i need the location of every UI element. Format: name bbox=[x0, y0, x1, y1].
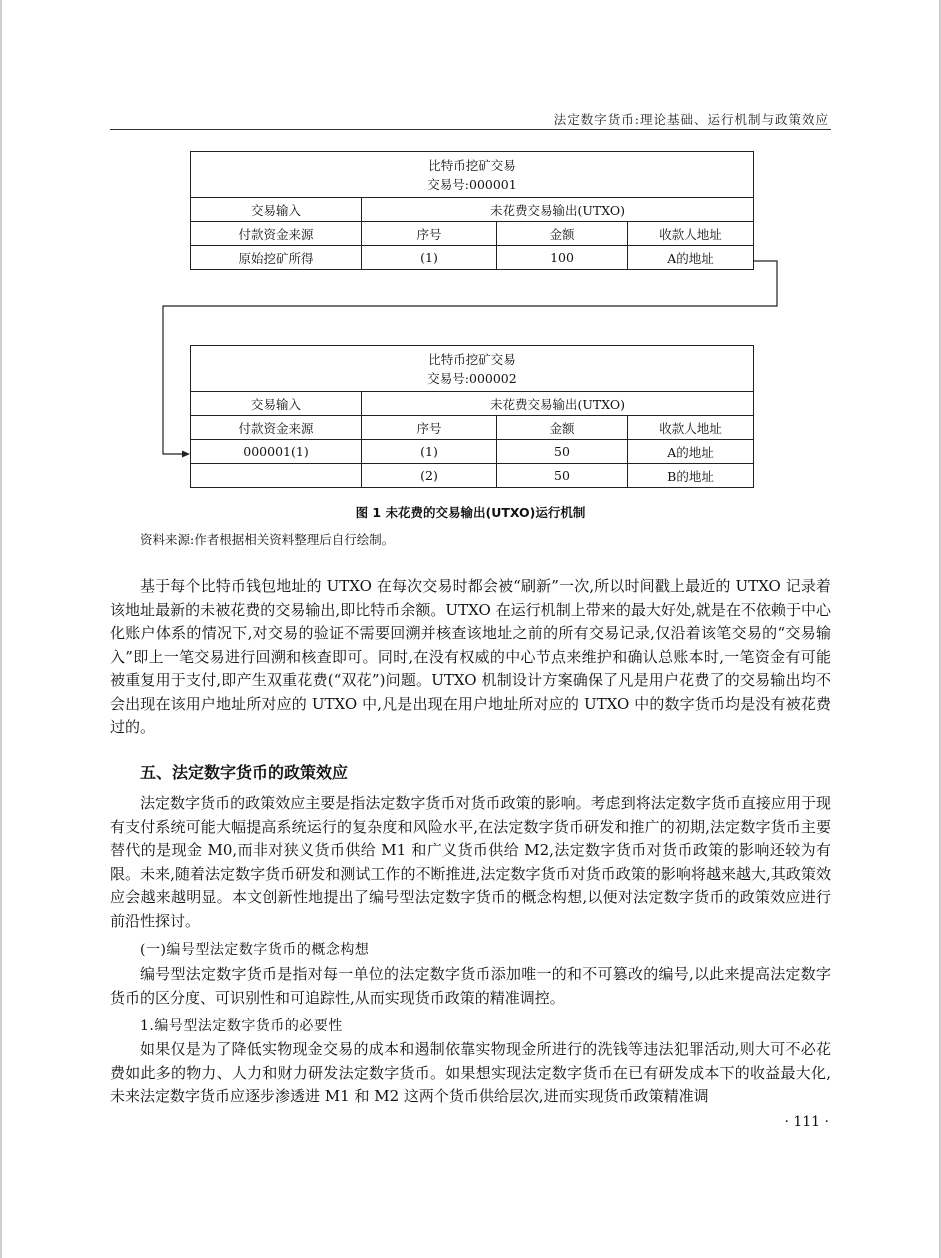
column-header-amount: 金额 bbox=[497, 416, 628, 440]
cell-seq: (2) bbox=[362, 464, 497, 488]
cell-address: B的地址 bbox=[628, 464, 754, 488]
figure-source: 资料来源:作者根据相关资料整理后自行绘制。 bbox=[140, 532, 395, 547]
cell-seq: (1) bbox=[362, 246, 497, 270]
column-header-seq: 序号 bbox=[362, 416, 497, 440]
body-paragraph-3: 编号型法定数字货币是指对每一单位的法定数字货币添加唯一的和不可篡改的编号,以此来提高法定数字货币的区分度、可识别性和可追踪性,从而实现货币政策的精准调控。 bbox=[110, 965, 831, 1007]
output-label: 未花费交易输出(UTXO) bbox=[362, 198, 754, 222]
input-label: 交易输入 bbox=[191, 198, 362, 222]
table-row bbox=[191, 464, 754, 488]
cell-seq: (1) bbox=[362, 440, 497, 464]
page-number: · 111 · bbox=[784, 1114, 829, 1130]
cell-amount: 100 bbox=[497, 246, 628, 270]
cell-amount: 50 bbox=[497, 440, 628, 464]
column-header-amount: 金额 bbox=[497, 222, 628, 246]
output-label: 未花费交易输出(UTXO) bbox=[362, 392, 754, 416]
input-label: 交易输入 bbox=[191, 392, 362, 416]
running-header: 法定数字货币:理论基础、运行机制与政策效应 bbox=[553, 112, 829, 127]
subheading-1: (一)编号型法定数字货币的概念构想 bbox=[140, 942, 370, 958]
cell-address: A的地址 bbox=[628, 246, 754, 270]
transaction-number: 交易号:000002 bbox=[427, 370, 517, 386]
table-row bbox=[191, 440, 754, 464]
transaction-number: 交易号:000001 bbox=[427, 176, 517, 192]
column-header-source: 付款资金来源 bbox=[191, 416, 362, 440]
transaction-title-cell bbox=[191, 346, 754, 392]
column-header-address: 收款人地址 bbox=[628, 416, 754, 440]
cell-address: A的地址 bbox=[628, 440, 754, 464]
section-heading: 五、法定数字货币的政策效应 bbox=[140, 763, 349, 782]
cell-amount: 50 bbox=[497, 464, 628, 488]
transaction-title: 比特币挖矿交易 bbox=[428, 351, 516, 367]
cell-source: 原始挖矿所得 bbox=[191, 246, 362, 270]
body-paragraph-4: 如果仅是为了降低实物现金交易的成本和遏制依靠实物现金所进行的洗钱等违法犯罪活动,则大可不必花费如此多的物力、人力和财力研发法定数字货币。如果想实现法定数字货币在已有研发成本下的收益最大化,未来法定数字货币应逐步渗透进 M1 和 M2 这两个货币供给层次,进而实现货币政策精准调 bbox=[110, 1040, 831, 1105]
body-paragraph-2: 法定数字货币的政策效应主要是指法定数字货币对货币政策的影响。考虑到将法定数字货币直接应用于现有支付系统可能大幅提高系统运行的复杂度和风险水平,在法定数字货币研发和推广的初期,法定数字货币主要替代的是现金 M0,而非对狭义货币供给 M1 和广义货币供给 M2,法定数字货币对货币政策的影响还较为有限。未来,随着法定数字货币研发和测试工作的不断推进,法定数字货币对货币政策的影响将越来越大,其政策效应会越来越明显。本文创新性地提出了编号型法定数字货币的概念构想,以便对法定数字货币的政策效应进行前沿性探讨。 bbox=[110, 794, 831, 930]
column-header-seq: 序号 bbox=[362, 222, 497, 246]
cell-source: 000001(1) bbox=[191, 440, 362, 464]
arrowhead-icon bbox=[182, 451, 190, 458]
body-paragraph-1: 基于每个比特币钱包地址的 UTXO 在每次交易时都会被“刷新”一次,所以时间戳上最近的 UTXO 记录着该地址最新的未被花费的交易输出,即比特币余额。UTXO 在运行机制上带来的最大好处,就是在不依赖于中心化账户体系的情况下,对交易的验证不需要回溯并核查该地址之前的所有交易记录,仅沿着该笔交易的“交易输入”即上一笔交易进行回溯和核查即可。同时,在没有权威的中心节点来维护和确认总账本时,一笔资金有可能被重复用于支付,即产生双重花费(“双花”)问题。UTXO 机制设计方案确保了凡是用户花费了的交易输出均不会出现在该用户地址所对应的 UTXO 中,凡是出现在用户地址所对应的 UTXO 中的数字货币均是没有被花费过的。 bbox=[110, 577, 831, 736]
figure-caption: 图 1 未花费的交易输出(UTXO)运行机制 bbox=[355, 505, 586, 520]
column-header-address: 收款人地址 bbox=[628, 222, 754, 246]
transaction-table-2 bbox=[190, 345, 754, 488]
transaction-title: 比特币挖矿交易 bbox=[428, 157, 516, 173]
cell-source bbox=[191, 464, 362, 488]
subheading-2: 1.编号型法定数字货币的必要性 bbox=[140, 1018, 343, 1034]
column-header-source: 付款资金来源 bbox=[191, 222, 362, 246]
